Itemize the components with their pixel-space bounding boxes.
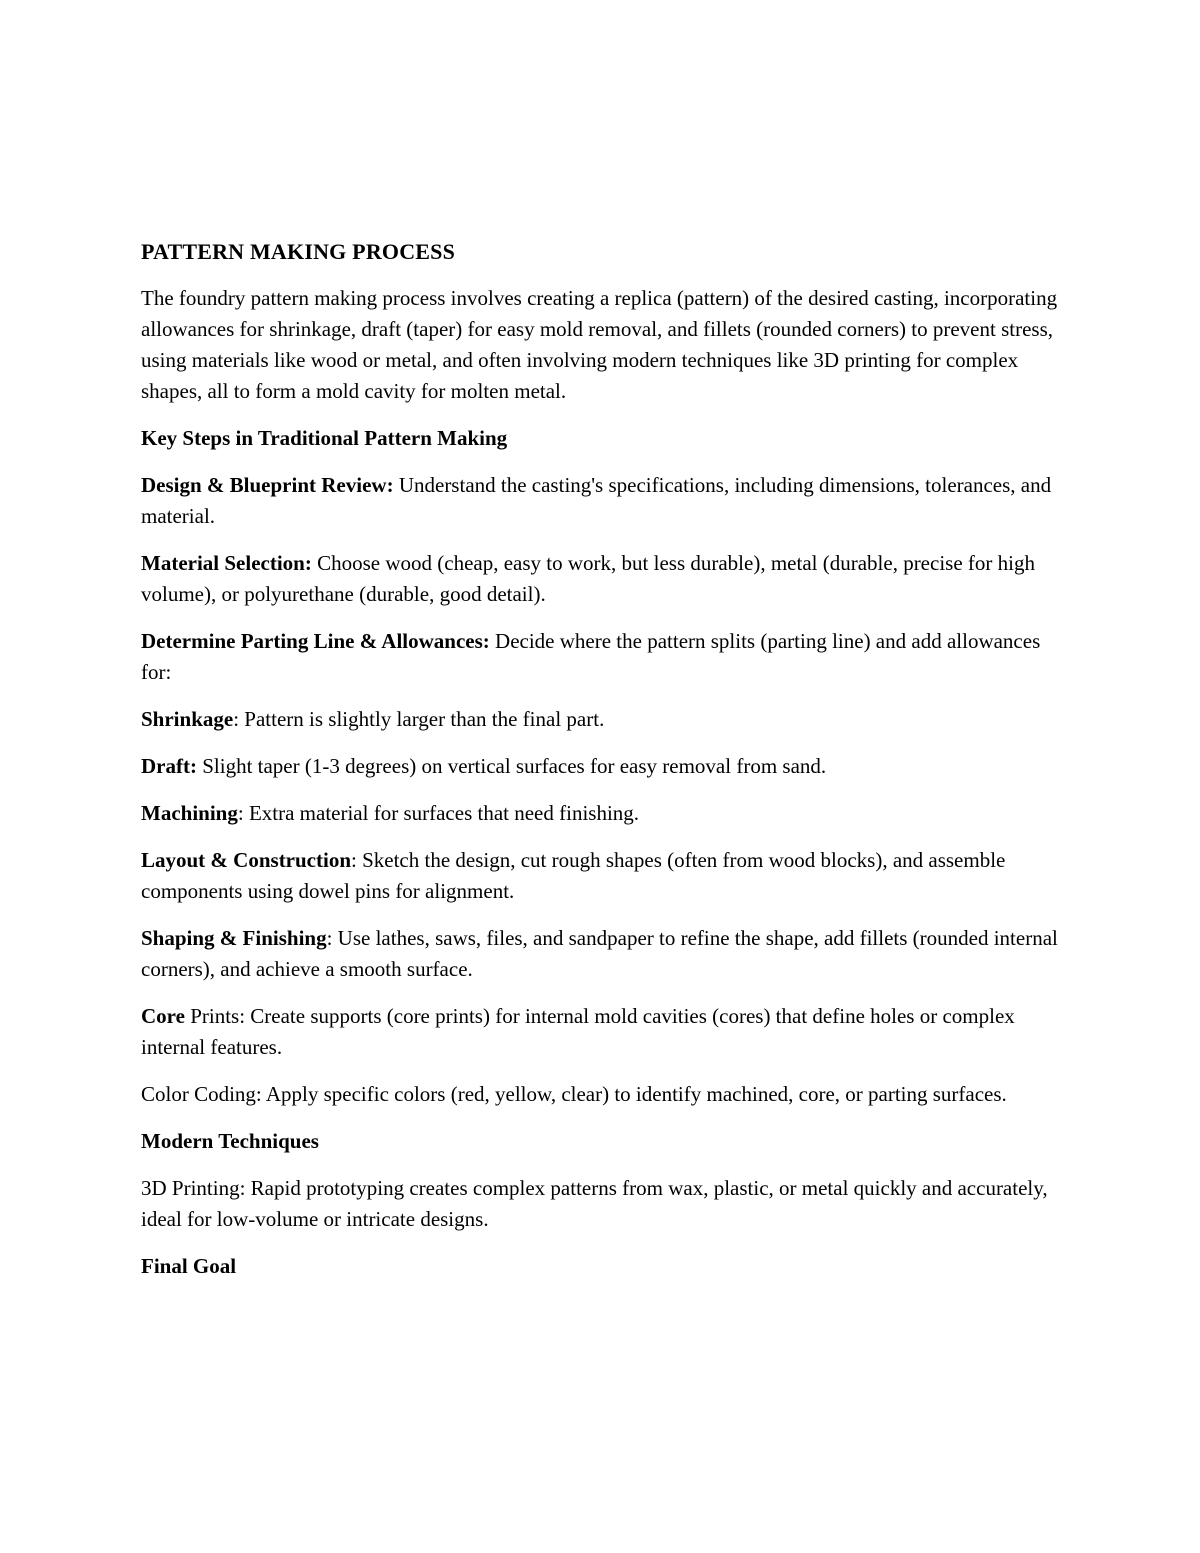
step-term: Design & Blueprint Review: bbox=[141, 473, 394, 497]
step-text: : Extra material for surfaces that need finishing. bbox=[237, 801, 640, 825]
color-coding-paragraph: Color Coding: Apply specific colors (red, yellow, clear) to identify machined, core, or parting surfaces. bbox=[141, 1082, 1007, 1106]
step-draft bbox=[141, 751, 1071, 782]
modern-techniques-heading: Modern Techniques bbox=[141, 1129, 319, 1153]
step-shaping-finishing bbox=[141, 923, 1071, 985]
step-term: Shrinkage bbox=[141, 707, 234, 731]
step-term: Core bbox=[141, 1004, 185, 1028]
intro-paragraph: The foundry pattern making process involves creating a replica (pattern) of the desired casting, incorporating allowances for shrinkage, draft (taper) for easy mold removal, and fillets (rounded corners) to prevent stress, using materials like wood or metal, and often involving modern techniques like 3D printing for complex shapes, all to form a mold cavity for molten metal. bbox=[141, 286, 1058, 403]
step-text: Choose wood (cheap, easy to work, but less durable), metal (durable, precise for high volume), or polyurethane (durable, good detail). bbox=[141, 551, 1035, 606]
step-term: Draft: bbox=[141, 754, 197, 778]
step-text: : Use lathes, saws, files, and sandpaper to refine the shape, add fillets (rounded internal corners), and achieve a smooth surface. bbox=[141, 926, 1058, 981]
step-design-blueprint bbox=[141, 470, 1071, 532]
key-steps-heading: Key Steps in Traditional Pattern Making bbox=[141, 426, 508, 450]
step-text: : Sketch the design, cut rough shapes (often from wood blocks), and assemble components using dowel pins for alignment. bbox=[141, 848, 1006, 903]
step-term: Machining bbox=[141, 801, 238, 825]
step-term: Material Selection: bbox=[141, 551, 312, 575]
step-core-prints bbox=[141, 1001, 1071, 1063]
step-term: Determine Parting Line & Allowances: bbox=[141, 629, 490, 653]
final-goal-heading: Final Goal bbox=[141, 1254, 237, 1278]
step-shrinkage bbox=[141, 704, 1071, 735]
modern-techniques-paragraph: 3D Printing: Rapid prototyping creates complex patterns from wax, plastic, or metal quickly and accurately, ideal for low-volume or intricate designs. bbox=[141, 1176, 1048, 1231]
step-text: Decide where the pattern splits (parting line) and add allowances for: bbox=[141, 629, 1041, 684]
step-material-selection bbox=[141, 548, 1071, 610]
step-text: Slight taper (1-3 degrees) on vertical surfaces for easy removal from sand. bbox=[196, 754, 827, 778]
step-term: Layout & Construction bbox=[141, 848, 352, 872]
step-text: Understand the casting's specifications, including dimensions, tolerances, and material. bbox=[141, 473, 1052, 528]
step-layout-construction bbox=[141, 845, 1071, 907]
step-parting-line bbox=[141, 626, 1071, 688]
step-machining bbox=[141, 798, 1071, 829]
step-text: : Pattern is slightly larger than the final part. bbox=[233, 707, 605, 731]
document-title: PATTERN MAKING PROCESS bbox=[141, 239, 456, 264]
document-body bbox=[141, 236, 1071, 1298]
step-term: Shaping & Finishing bbox=[141, 926, 327, 950]
step-text: Prints: Create supports (core prints) for internal mold cavities (cores) that define holes or complex internal features. bbox=[141, 1004, 1015, 1059]
